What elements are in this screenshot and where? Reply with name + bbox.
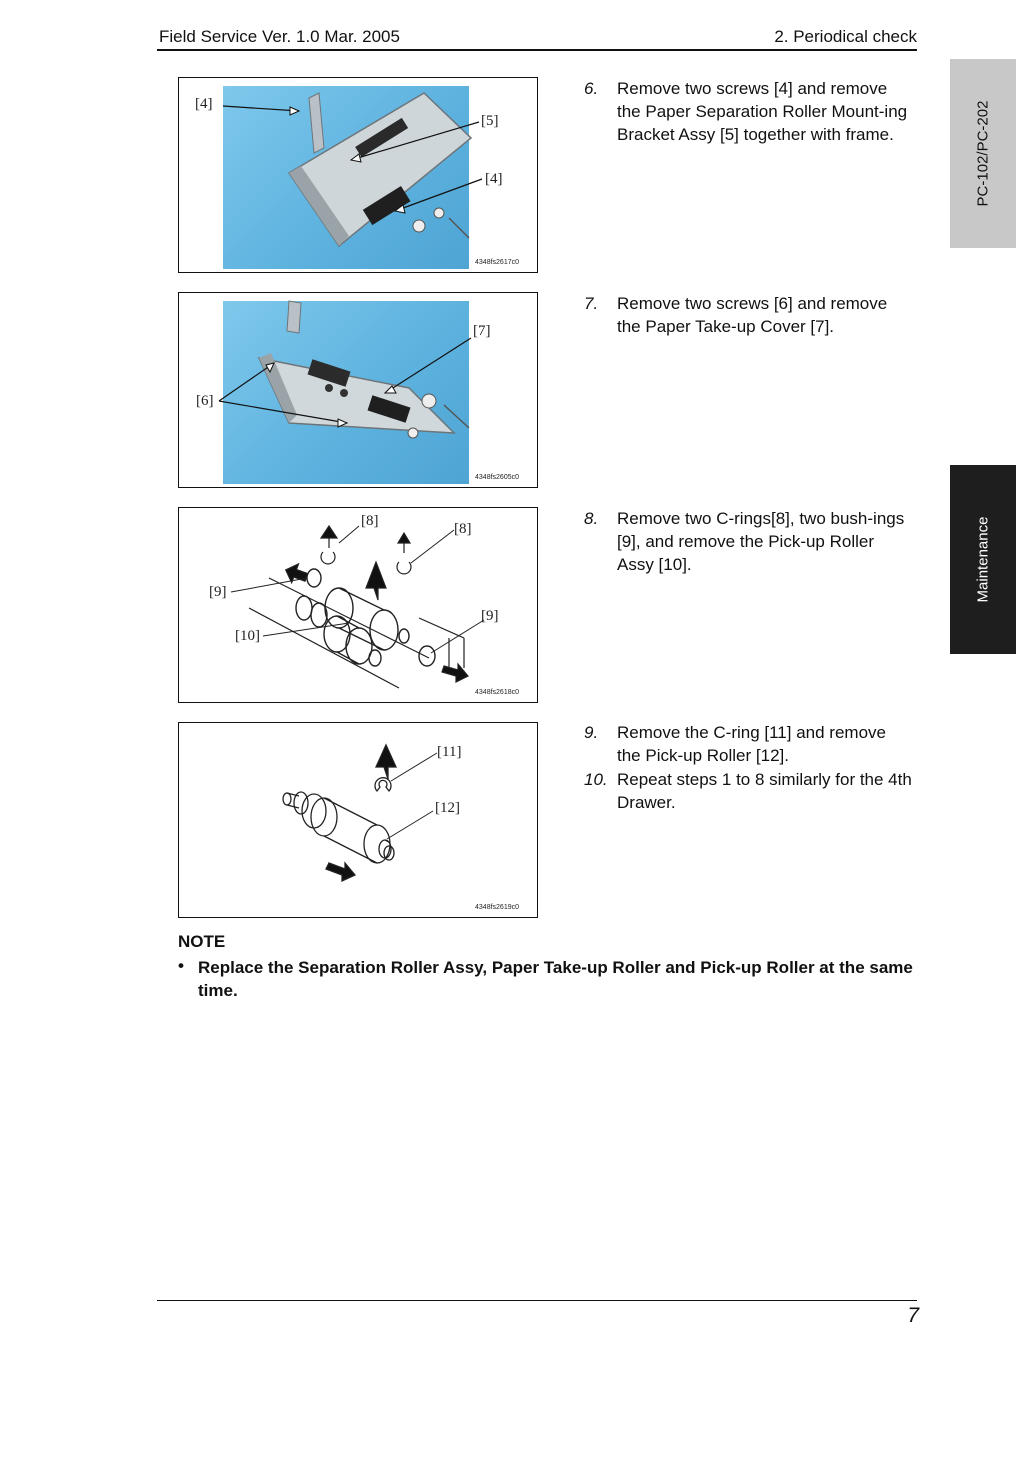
callout-bracket-5: [5] (481, 113, 499, 129)
bracket-illustration (179, 78, 537, 272)
header-document-title: Field Service Ver. 1.0 Mar. 2005 (159, 27, 400, 46)
note-title: NOTE (178, 932, 226, 951)
step-number: 10. (584, 770, 608, 789)
side-tab-maintenance (950, 465, 1016, 654)
callout-roller-assy-10: [10] (235, 628, 260, 644)
step-8 (584, 507, 914, 576)
figure-code: 4348fs2617c0 (475, 259, 519, 266)
step-9 (584, 721, 914, 767)
callout-c-ring-8-right: [8] (454, 521, 472, 537)
side-tab-maintenance-label: Maintenance (974, 516, 992, 603)
step-text: Repeat steps 1 to 8 similarly for the 4th Drawer. (617, 770, 912, 812)
figure-mounting-bracket (178, 77, 538, 273)
footer-divider (157, 1300, 917, 1301)
callout-roller-12: [12] (435, 800, 460, 816)
step-text: Remove two screws [6] and remove the Paper Take-up Cover [7]. (617, 294, 888, 336)
header-section-title: 2. Periodical check (774, 27, 917, 46)
step-number: 6. (584, 79, 599, 98)
callout-screw-4-bottom: [4] (485, 171, 503, 187)
page-number: 7 (907, 1304, 919, 1327)
side-tab-model-label: PC-102/PC-202 (974, 100, 992, 207)
figure-code: 4348fs2619c0 (475, 904, 519, 911)
callout-c-ring-8-left: [8] (361, 513, 379, 529)
step-text: Remove two screws [4] and remove the Paper Separation Roller Mount-ing Bracket Assy [5] together with frame. (617, 79, 908, 144)
step-number: 9. (584, 723, 599, 742)
step-text: Remove the C-ring [11] and remove the Pick-up Roller [12]. (617, 723, 886, 765)
figure-take-up-cover (178, 292, 538, 488)
step-number: 8. (584, 509, 599, 528)
figure-code: 4348fs2618c0 (475, 689, 519, 696)
note-bullet: • (178, 956, 184, 975)
figure-code: 4348fs2605c0 (475, 474, 519, 481)
callout-cover-7: [7] (473, 323, 491, 339)
callout-bushing-9-right: [9] (481, 608, 499, 624)
figure-pick-up-roller (178, 722, 538, 918)
roller-drawing (179, 723, 537, 917)
callout-screw-4-top: [4] (195, 96, 213, 112)
note-text: Replace the Separation Roller Assy, Paper Take-up Roller and Pick-up Roller at the same time. (198, 958, 913, 1000)
callout-c-ring-11: [11] (437, 744, 462, 760)
header-divider (157, 49, 917, 51)
figure-pick-up-roller-assy (178, 507, 538, 703)
step-7 (584, 292, 914, 338)
step-text: Remove two C-rings[8], two bush-ings [9], and remove the Pick-up Roller Assy [10]. (617, 509, 905, 574)
step-10 (584, 768, 914, 814)
callout-bushing-9-left: [9] (209, 584, 227, 600)
side-tab-model (950, 59, 1016, 248)
step-6 (584, 77, 914, 146)
roller-assy-drawing (179, 508, 537, 702)
callout-screw-6: [6] (196, 393, 214, 409)
step-number: 7. (584, 294, 599, 313)
